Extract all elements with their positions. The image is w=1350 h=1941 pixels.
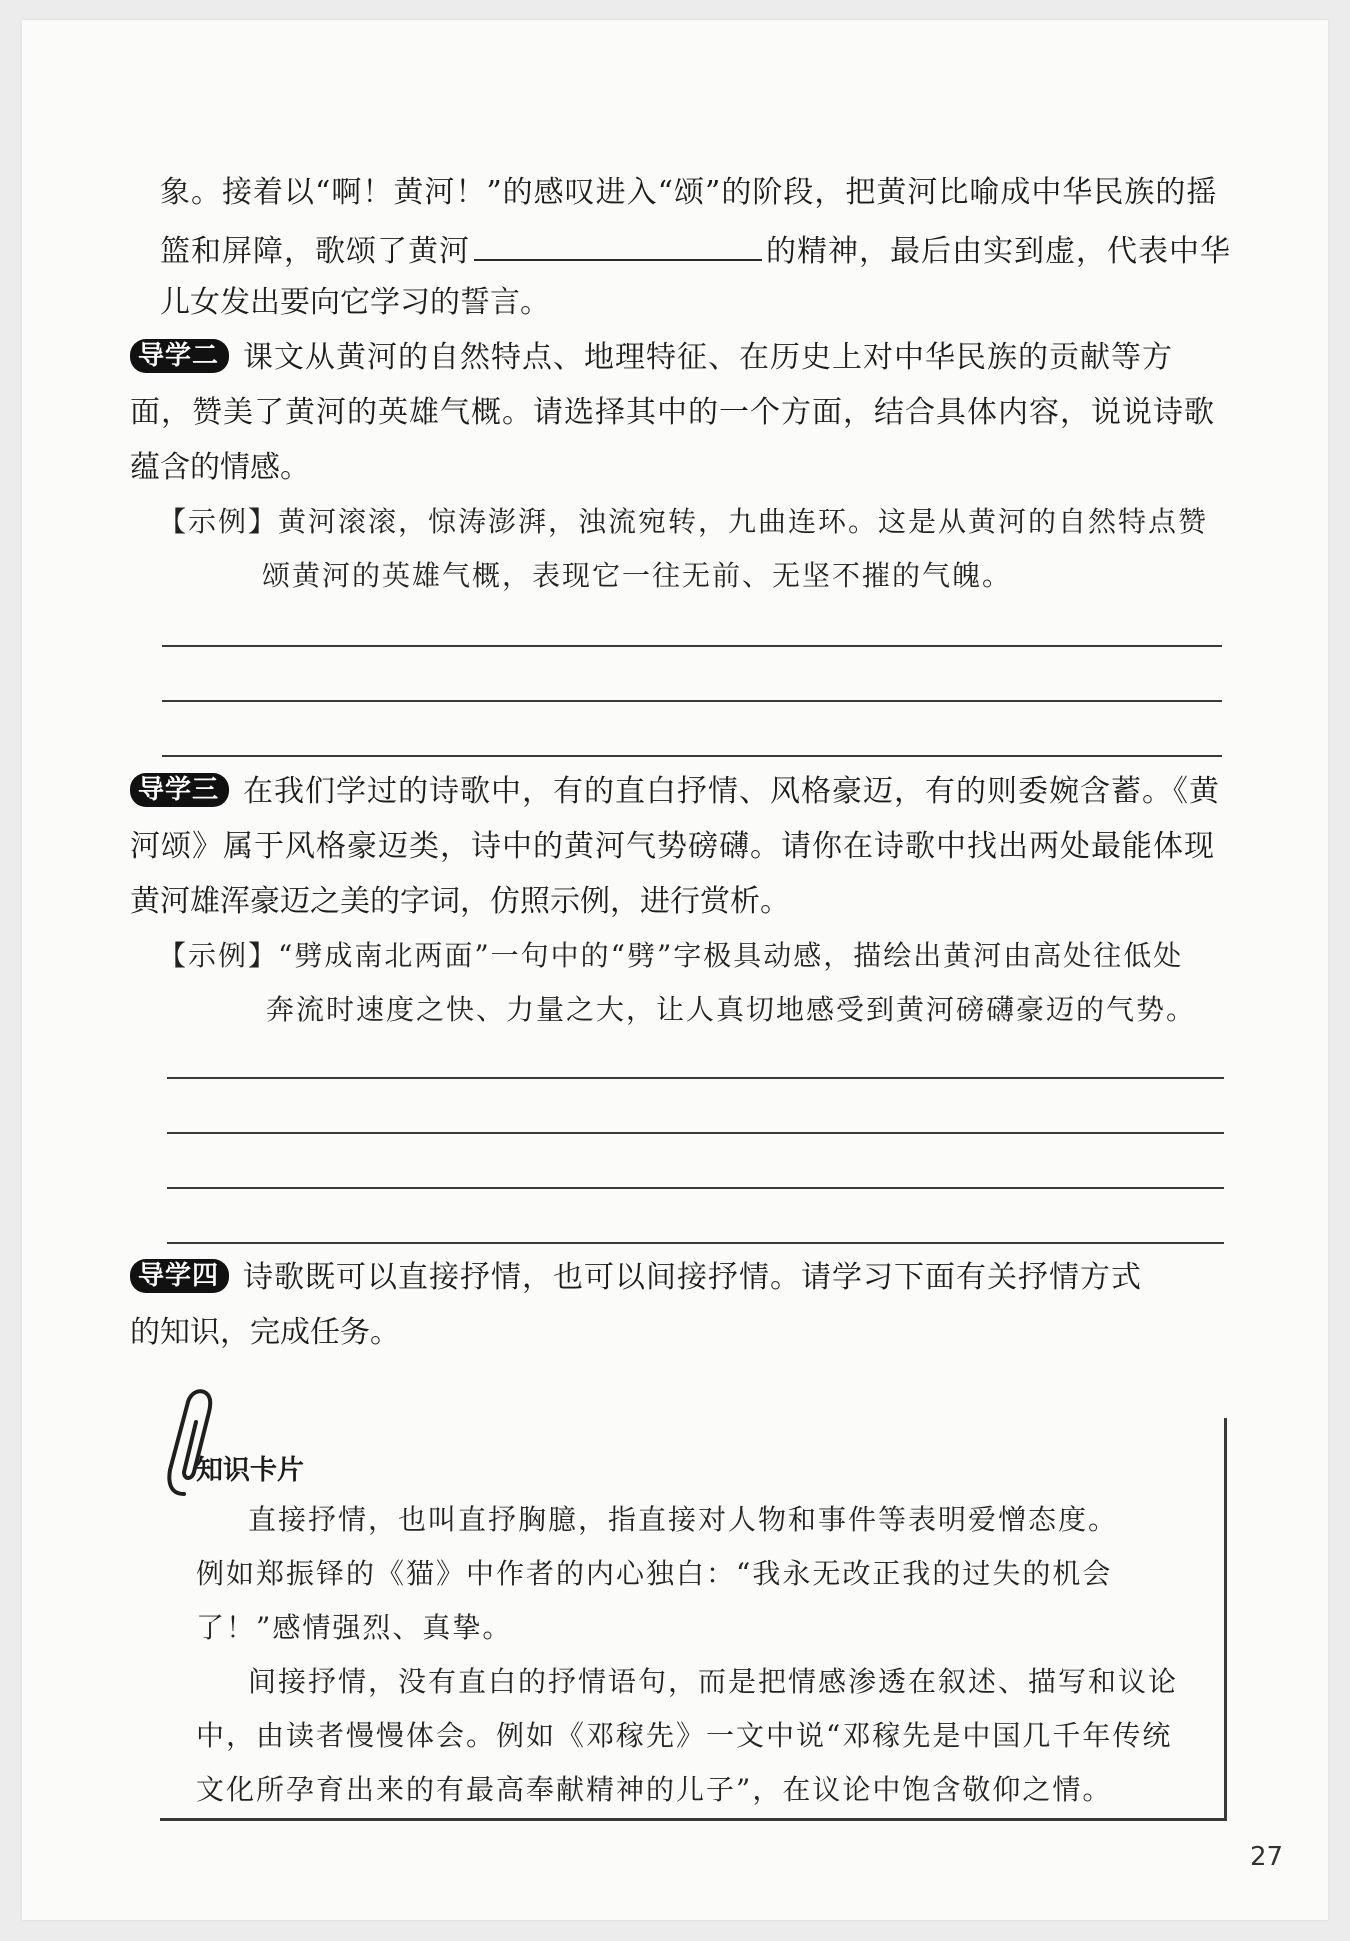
section3-line-3: 黄河雄浑豪迈之美的字词，仿照示例，进行赏析。 — [130, 884, 790, 919]
intro-line-2-pre: 篮和屏障，歌颂了黄河 — [160, 234, 470, 269]
card-paragraph-2-line-2: 中，由读者慢慢体会。例如《邓稼先》一文中说“邓稼先是中国几千年传统 — [196, 1719, 1173, 1752]
section2-prompt-1: 课文从黄河的自然特点、地理特征、在历史上对中华民族的贡献等方 — [243, 340, 1174, 375]
section3-line-1 — [130, 771, 1220, 813]
knowledge-card — [160, 1418, 1227, 1821]
card-paragraph-2-line-1: 间接抒情，没有直白的抒情语句，而是把情感渗透在叙述、描写和议论 — [248, 1665, 1179, 1698]
section2-badge: 导学二 — [130, 339, 229, 373]
section2-line-2: 面，赞美了黄河的英雄气概。请选择其中的一个方面，结合具体内容，说说诗歌 — [130, 395, 1215, 430]
fill-in-blank[interactable] — [474, 227, 762, 261]
section2-line-3: 蕴含的情感。 — [130, 450, 310, 485]
section2-line-1 — [130, 337, 1173, 379]
section2-example-2: 颂黄河的英雄气概，表现它一往无前、无坚不摧的气魄。 — [262, 559, 1013, 592]
section4-badge: 导学四 — [130, 1259, 229, 1293]
page-number: 27 — [1250, 1842, 1284, 1872]
card-paragraph-1-line-2: 例如郑振铎的《猫》中作者的内心独白：“我永无改正我的过失的机会 — [196, 1557, 1113, 1590]
knowledge-card-title: 知识卡片 — [196, 1455, 304, 1486]
section3-badge: 导学三 — [130, 773, 229, 807]
card-paragraph-1-line-3: 了！”感情强烈、真挚。 — [196, 1611, 513, 1644]
intro-line-1: 象。接着以“啊！黄河！”的感叹进入“颂”的阶段，把黄河比喻成中华民族的摇 — [160, 175, 1218, 210]
section4-line-2: 的知识，完成任务。 — [130, 1315, 400, 1350]
answer-line[interactable] — [167, 1187, 1224, 1189]
section4-prompt-1: 诗歌既可以直接抒情，也可以间接抒情。请学习下面有关抒情方式 — [243, 1260, 1143, 1295]
section3-example-1: 【示例】“劈成南北两面”一句中的“劈”字极具动感，描绘出黄河由高处往低处 — [158, 939, 1184, 972]
answer-line[interactable] — [162, 755, 1222, 757]
intro-line-2 — [160, 227, 1231, 273]
answer-line[interactable] — [167, 1242, 1224, 1244]
answer-line[interactable] — [162, 645, 1222, 647]
answer-line[interactable] — [162, 700, 1222, 702]
section3-prompt-1: 在我们学过的诗歌中，有的直白抒情、风格豪迈，有的则委婉含蓄。《黄 — [243, 774, 1221, 809]
intro-line-3: 儿女发出要向它学习的誓言。 — [160, 285, 550, 320]
card-paragraph-1-line-1: 直接抒情，也叫直抒胸臆，指直接对人物和事件等表明爱憎态度。 — [248, 1503, 1119, 1536]
section2-example-1: 【示例】黄河滚滚，惊涛澎湃，浊流宛转，九曲连环。这是从黄河的自然特点赞 — [158, 505, 1209, 538]
workbook-page — [22, 20, 1328, 1920]
section3-example-2: 奔流时速度之快、力量之大，让人真切地感受到黄河磅礴豪迈的气势。 — [266, 993, 1197, 1026]
section3-line-2: 河颂》属于风格豪迈类，诗中的黄河气势磅礴。请你在诗歌中找出两处最能体现 — [130, 829, 1215, 864]
intro-line-2-post: 的精神，最后由实到虚，代表中华 — [766, 234, 1231, 269]
answer-line[interactable] — [167, 1132, 1224, 1134]
answer-line[interactable] — [167, 1077, 1224, 1079]
card-paragraph-2-line-3: 文化所孕育出来的有最高奉献精神的儿子”，在议论中饱含敬仰之情。 — [196, 1773, 1113, 1806]
section4-line-1 — [130, 1257, 1142, 1299]
